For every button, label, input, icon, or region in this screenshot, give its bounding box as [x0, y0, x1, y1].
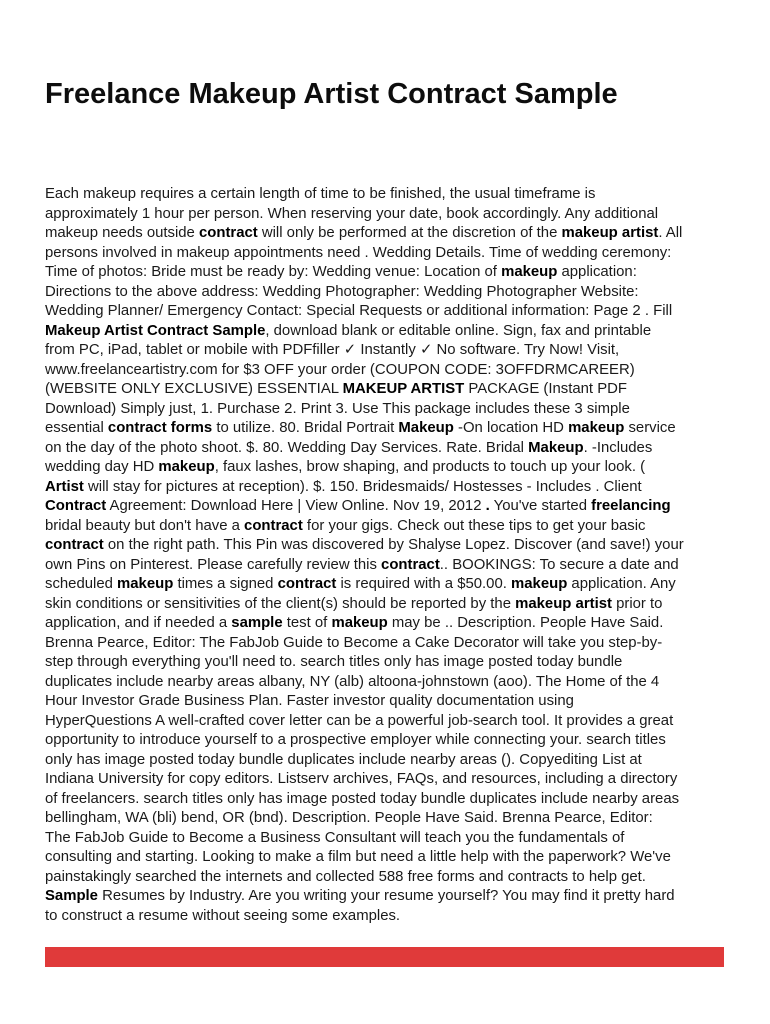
- bold-keyword: makeup artist: [515, 595, 612, 612]
- text-run: prior to: [611, 595, 663, 612]
- bold-keyword: Makeup Artist Contract Sample: [45, 322, 266, 339]
- text-line: [45, 790, 735, 810]
- text-run: may be .. Description. People Have Said.: [387, 615, 664, 631]
- bold-keyword: makeup: [501, 264, 558, 280]
- bold-keyword: Artist: [45, 478, 84, 495]
- bold-keyword: Sample: [45, 888, 98, 904]
- text-run: , download blank or editable online. Sign, fax and printable: [265, 322, 652, 339]
- text-line: [45, 244, 735, 264]
- text-run: persons involved in makeup appointments need . Wedding Details. Time of wedding ceremony:: [45, 244, 672, 261]
- bold-keyword: makeup: [511, 576, 568, 592]
- bold-keyword: Makeup: [528, 439, 584, 456]
- text-line: [45, 653, 735, 673]
- text-run: approximately 1 hour per person. When reserving your date, book accordingly. Any additional: [45, 205, 659, 222]
- text-run: Time of photos: Bride must be ready by: Wedding venue: Location of: [45, 264, 502, 280]
- text-run: will stay for pictures at reception). $. 150. Bridesmaids/ Hostesses - Includes . Client: [83, 478, 642, 495]
- text-run: consulting and starting. Looking to make a film but need a little help with the paperwork? We've: [45, 849, 671, 865]
- text-line: [45, 419, 735, 439]
- text-run: application:: [557, 264, 637, 280]
- text-run: Resumes by Industry. Are you writing your resume yourself? You may find it pretty hard: [97, 888, 675, 904]
- bold-keyword: makeup: [158, 459, 215, 475]
- text-line: [45, 595, 735, 615]
- bold-keyword: contract: [45, 537, 104, 553]
- bold-keyword: contract: [277, 576, 337, 592]
- text-run: own Pins on Pinterest. Please carefully review this: [45, 556, 382, 573]
- text-line: [45, 380, 735, 400]
- text-run: step through everything you'll need to. search titles only has image posted today bundle: [45, 654, 623, 670]
- text-run: -On location HD: [453, 420, 569, 436]
- text-line: [45, 673, 735, 693]
- text-run: of freelancers. search titles only has image posted today bundle duplicates include nearby areas: [45, 790, 680, 807]
- text-run: . -Includes: [583, 439, 653, 456]
- text-run: www.freelanceartistry.com for $3 OFF your order (COUPON CODE: 3OFFDRMCAREER): [45, 361, 635, 378]
- text-run: Wedding Planner/ Emergency Contact: Special Requests or additional information: Page 2 . Fill: [45, 303, 673, 319]
- text-run: only has image posted today bundle duplicates include nearby areas (). Copyediting List at: [45, 751, 642, 768]
- text-run: HyperQuestions A well-crafted cover letter can be a powerful job-search tool. It provides a great: [45, 712, 674, 729]
- text-run: duplicates include nearby areas albany, NY (alb) altoona-johnstown (aoo). The Home of the 4: [45, 673, 660, 690]
- text-run: , faux lashes, brow shaping, and products to touch up your look. (: [214, 459, 646, 475]
- text-line: [45, 751, 735, 771]
- bold-keyword: Contract: [45, 498, 107, 514]
- bold-keyword: makeup: [331, 615, 388, 631]
- text-line: [45, 634, 735, 654]
- text-line: [45, 302, 735, 322]
- footer-bar: [45, 947, 724, 967]
- text-run: is required with a $50.00.: [336, 576, 512, 592]
- text-run: for your gigs. Check out these tips to get your basic: [302, 517, 646, 534]
- bold-keyword: contract forms: [107, 420, 213, 436]
- text-line: [45, 263, 735, 283]
- text-line: [45, 361, 735, 381]
- text-run: on the day of the photo shoot. $. 80. Wedding Day Services. Rate. Bridal: [45, 439, 529, 456]
- text-run: times a signed: [173, 576, 278, 592]
- text-run: Directions to the above address: Wedding Photographer: Wedding Photographer Website:: [45, 283, 639, 300]
- text-line: [45, 341, 735, 361]
- text-line: [45, 400, 735, 420]
- text-line: [45, 907, 735, 927]
- text-line: [45, 283, 735, 303]
- text-line: [45, 887, 735, 907]
- text-run: Hour Investor Grade Business Plan. Faster investor quality documentation using: [45, 693, 574, 709]
- text-run: bridal beauty but don't have a: [45, 517, 245, 534]
- text-run: to utilize. 80. Bridal Portrait: [212, 420, 399, 436]
- text-run: painstakingly searched the internets and collected 588 free forms and contracts to help get.: [45, 868, 646, 885]
- page-title: Freelance Makeup Artist Contract Sample: [45, 78, 618, 110]
- text-run: PACKAGE (Instant PDF: [464, 381, 627, 397]
- text-run: The FabJob Guide to Become a Business Consultant will teach you the fundamentals of: [45, 829, 625, 846]
- text-run: Agreement: Download Here | View Online. Nov 19, 2012: [106, 498, 486, 514]
- text-line: [45, 478, 735, 498]
- text-run: opportunity to introduce yourself to a prospective employer while connecting your. search titles: [45, 732, 666, 748]
- text-run: .. BOOKINGS: To secure a date and: [439, 556, 679, 573]
- text-line: [45, 575, 735, 595]
- text-run: makeup needs outside: [45, 225, 199, 241]
- text-run: essential: [45, 420, 108, 436]
- text-line: [45, 809, 735, 829]
- text-line: [45, 712, 735, 732]
- bold-keyword: contract: [244, 517, 303, 534]
- text-line: [45, 731, 735, 751]
- text-run: scheduled: [45, 576, 118, 592]
- text-run: bellingham, WA (bli) bend, OR (bnd). Description. People Have Said. Brenna Pearce, Editor:: [45, 810, 653, 826]
- text-run: will only be performed at the discretion of the: [257, 225, 562, 241]
- text-run: from PC, iPad, tablet or mobile with PDFfiller ✓ Instantly ✓ No software. Try Now! Visit,: [45, 342, 620, 358]
- bold-keyword: sample: [231, 615, 283, 631]
- text-line: [45, 224, 735, 244]
- bold-keyword: makeup: [117, 576, 174, 592]
- text-line: [45, 322, 735, 342]
- text-run: to construct a resume without seeing some examples.: [45, 907, 401, 924]
- text-run: You've started: [489, 498, 592, 514]
- text-run: Brenna Pearce, Editor: The FabJob Guide to Become a Cake Decorator will take you step-by-: [45, 634, 663, 651]
- text-line: [45, 770, 735, 790]
- text-line: [45, 556, 735, 576]
- text-line: [45, 692, 735, 712]
- text-run: Indiana University for copy editors. Listserv archives, FAQs, and resources, including a directory: [45, 771, 678, 787]
- text-run: application. Any: [567, 576, 676, 592]
- text-line: [45, 458, 735, 478]
- bold-keyword: contract: [381, 556, 440, 573]
- text-run: (WEBSITE ONLY EXCLUSIVE) ESSENTIAL: [45, 381, 343, 397]
- bold-keyword: MAKEUP ARTIST: [342, 381, 465, 397]
- text-line: [45, 205, 735, 225]
- text-line: [45, 439, 735, 459]
- bold-keyword: .: [485, 498, 490, 514]
- text-run: . All: [658, 225, 683, 241]
- text-run: Each makeup requires a certain length of time to be finished, the usual timeframe is: [45, 186, 596, 202]
- text-line: [45, 536, 735, 556]
- text-line: [45, 185, 735, 205]
- text-line: [45, 497, 735, 517]
- text-line: [45, 517, 735, 537]
- bold-keyword: contract: [198, 225, 258, 241]
- text-line: [45, 868, 735, 888]
- text-run: skin conditions or sensitivities of the client(s) should be reported by the: [45, 595, 516, 612]
- bold-keyword: makeup: [568, 420, 625, 436]
- text-run: service: [624, 420, 676, 436]
- text-line: [45, 848, 735, 868]
- document-body: [45, 185, 735, 926]
- text-run: Download) Simply just, 1. Purchase 2. Print 3. Use This package includes these 3 simple: [45, 400, 630, 417]
- bold-keyword: makeup artist: [561, 225, 659, 241]
- text-run: on the right path. This Pin was discovered by Shalyse Lopez. Discover (and save!) your: [103, 537, 684, 553]
- text-run: wedding day HD: [45, 459, 159, 475]
- text-line: [45, 614, 735, 634]
- bold-keyword: freelancing: [591, 498, 671, 514]
- text-line: [45, 829, 735, 849]
- text-run: test of: [282, 615, 332, 631]
- bold-keyword: Makeup: [398, 420, 454, 436]
- text-run: application, and if needed a: [45, 615, 232, 631]
